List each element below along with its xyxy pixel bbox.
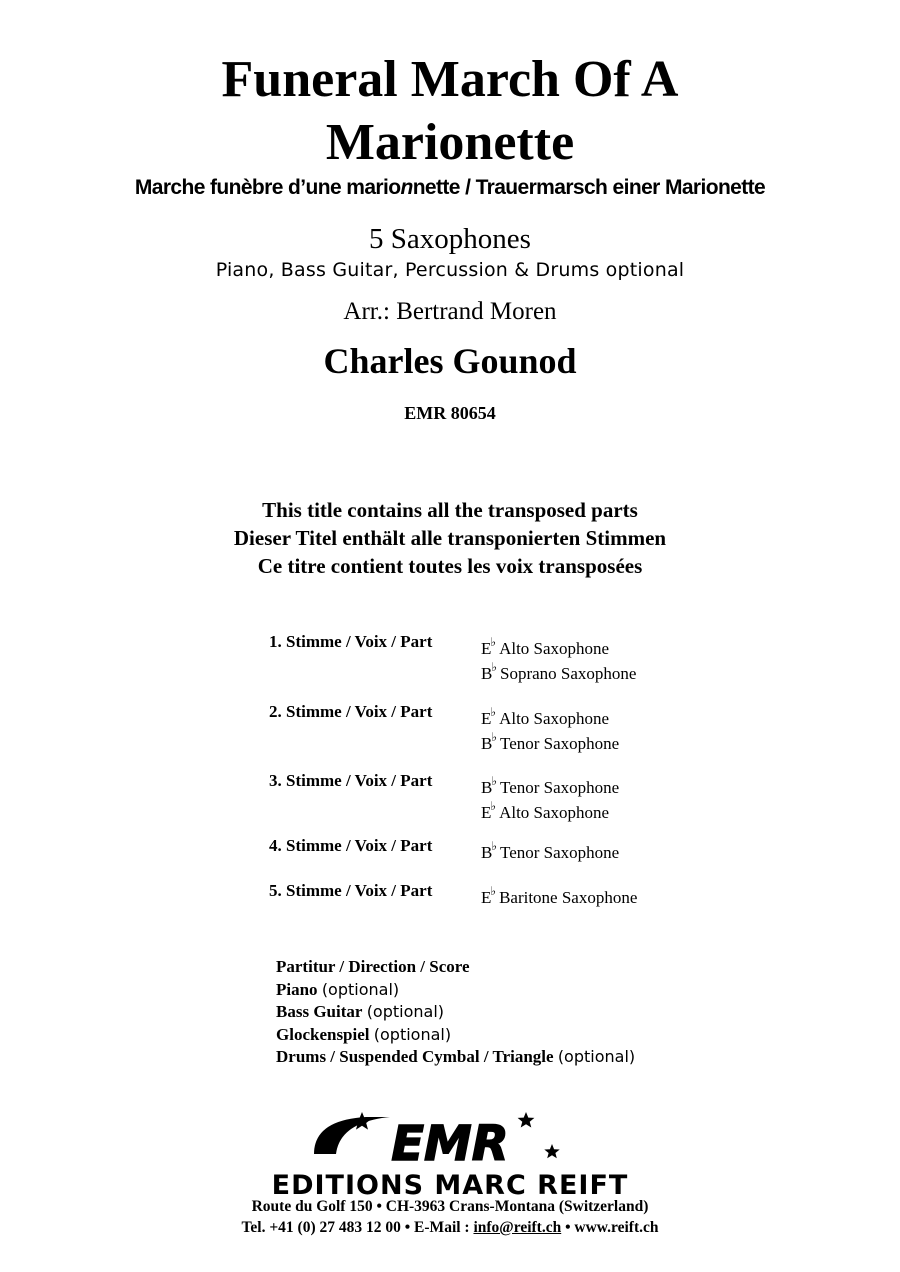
logo-star-icon bbox=[518, 1112, 535, 1128]
logo-text: EMR bbox=[391, 1116, 509, 1172]
part-instrument: E♭ Baritone Saxophone bbox=[481, 884, 638, 907]
logo-star-icon bbox=[353, 1112, 372, 1130]
part-instrument: B♭ Soprano Saxophone bbox=[481, 660, 637, 683]
flat-icon: ♭ bbox=[491, 774, 498, 788]
part-label: 3. Stimme / Voix / Part bbox=[269, 771, 433, 790]
extras-item: Partitur / Direction / Score bbox=[276, 957, 470, 976]
subtitle-part-3: nette / Trauermarsch einer Marionette bbox=[412, 176, 766, 199]
part-instrument: B♭ Tenor Saxophone bbox=[481, 839, 620, 862]
subtitle-part-1: Marche funèbre d’une mario bbox=[134, 176, 401, 199]
arranger: Arr.: Bertrand Moren bbox=[343, 298, 557, 325]
note-en: This title contains all the transposed parts bbox=[262, 498, 638, 522]
contact-phone: Tel. +41 (0) 27 483 12 00 • E-Mail : bbox=[241, 1219, 474, 1236]
extras-item: Drums / Suspended Cymbal / Triangle (optional) bbox=[276, 1047, 636, 1066]
subtitle-part-2: n bbox=[400, 176, 413, 199]
flat-icon: ♭ bbox=[491, 839, 498, 853]
part-instruments bbox=[481, 882, 637, 907]
publisher-name: EDITIONS MARC REIFT bbox=[271, 1170, 629, 1201]
flat-icon: ♭ bbox=[490, 884, 497, 898]
flat-icon: ♭ bbox=[490, 799, 497, 813]
logo-swoosh bbox=[314, 1117, 390, 1154]
flat-icon: ♭ bbox=[491, 660, 498, 674]
title-line-2: Marionette bbox=[325, 114, 575, 171]
logo-star-icon bbox=[544, 1144, 559, 1158]
part-instrument: B♭ Tenor Saxophone bbox=[481, 774, 620, 797]
publisher-contact bbox=[0, 1219, 900, 1237]
extras-list bbox=[276, 956, 635, 1069]
part-instruments bbox=[481, 703, 619, 753]
publisher-address: Route du Golf 150 • CH-3963 Crans-Montana (Switzerland) bbox=[251, 1198, 649, 1215]
part-label: 5. Stimme / Voix / Part bbox=[269, 881, 433, 900]
catalog-code: EMR 80654 bbox=[404, 403, 496, 423]
extras-item: Bass Guitar (optional) bbox=[276, 1002, 445, 1021]
part-instrument: E♭ Alto Saxophone bbox=[481, 635, 610, 658]
part-label: 1. Stimme / Voix / Part bbox=[269, 632, 433, 651]
title-line-1: Funeral March Of A bbox=[221, 51, 679, 108]
contact-website: • www.reift.ch bbox=[561, 1219, 659, 1236]
part-instrument: B♭ Tenor Saxophone bbox=[481, 730, 620, 753]
flat-icon: ♭ bbox=[491, 730, 498, 744]
part-instruments bbox=[481, 633, 636, 683]
part-instruments bbox=[481, 772, 619, 822]
composer: Charles Gounod bbox=[323, 341, 577, 381]
extras-item: Piano (optional) bbox=[276, 979, 400, 999]
extras-item: Glockenspiel (optional) bbox=[276, 1024, 452, 1044]
flat-icon: ♭ bbox=[490, 635, 497, 649]
part-label: 2. Stimme / Voix / Part bbox=[269, 702, 433, 721]
part-instrument: E♭ Alto Saxophone bbox=[481, 799, 610, 822]
part-label: 4. Stimme / Voix / Part bbox=[269, 836, 433, 855]
flat-icon: ♭ bbox=[490, 705, 497, 719]
note-fr: Ce titre contient toutes les voix transposées bbox=[257, 554, 643, 578]
part-instrument: E♭ Alto Saxophone bbox=[481, 705, 610, 728]
email-link[interactable]: info@reift.ch bbox=[473, 1219, 562, 1236]
optional-instruments: Piano, Bass Guitar, Percussion & Drums optional bbox=[215, 259, 685, 281]
part-instruments bbox=[481, 837, 619, 862]
note-de: Dieser Titel enthält alle transponierten Stimmen bbox=[233, 526, 667, 550]
instrumentation: 5 Saxophones bbox=[369, 223, 531, 255]
subtitle bbox=[0, 176, 900, 200]
emr-logo bbox=[300, 1108, 600, 1172]
